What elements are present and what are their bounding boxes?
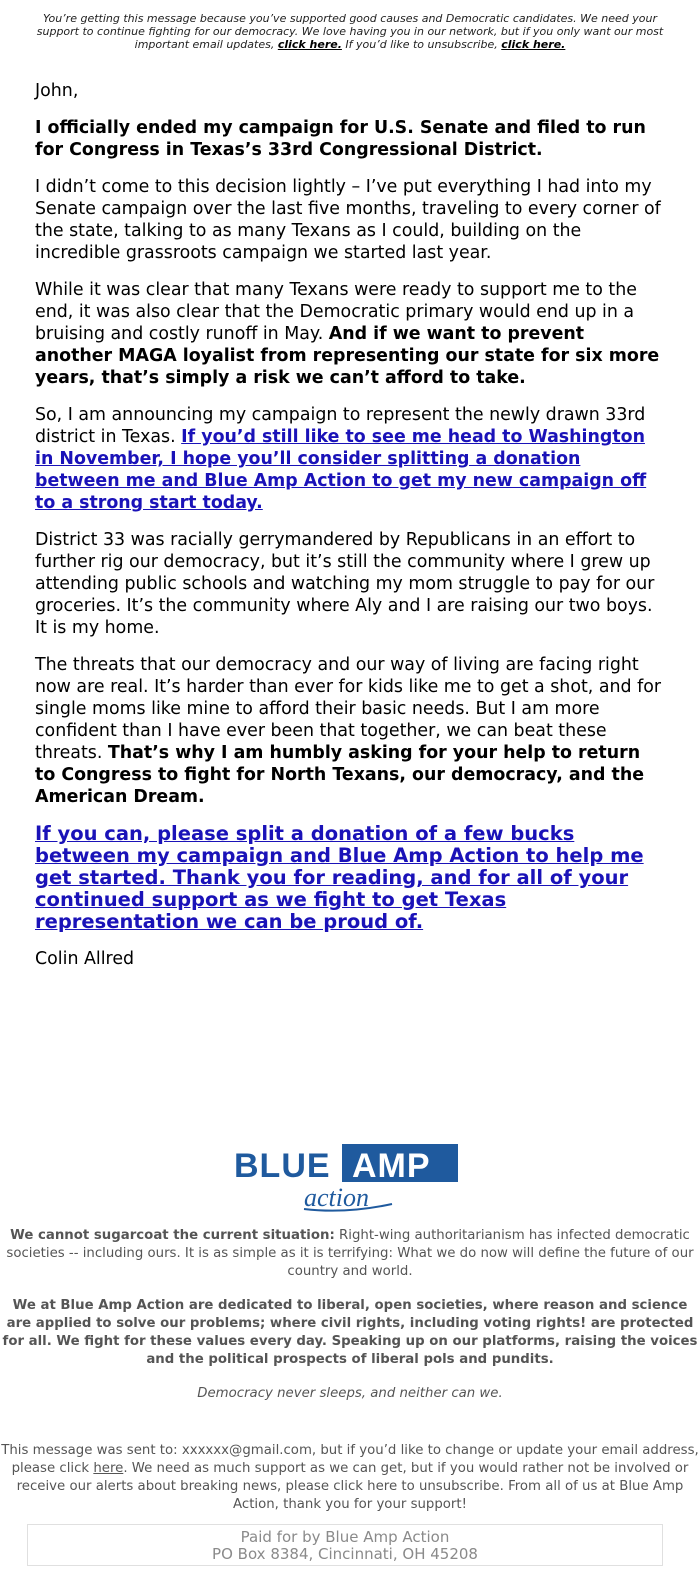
preheader-unsubscribe-text: If you’d like to unsubscribe, <box>341 38 498 51</box>
footer-situation-text: Right-wing authoritarianism has infected democratic societies -- including ours. It is as simple as it is terrifying: What we do now will define the future of our country and world. <box>6 1228 694 1279</box>
donation-ask <box>35 823 665 933</box>
headline <box>35 117 665 161</box>
footer-situation-bold: We cannot sugarcoat the current situation: <box>10 1228 335 1243</box>
paragraph-5-text: The threats that our democracy and our way of living are facing right now are real. It’s harder than ever for kids like me to get a shot, and for single moms like mine to afford their basic needs. But I am more confident than I have ever been that together, we can beat these threats. <box>35 655 661 763</box>
paragraph-2 <box>35 279 665 389</box>
footer-mission: We at Blue Amp Action are dedicated to liberal, open societies, where reason and science are applied to solve our problems; where civil rights, including voting rights! are protected for all. We fight for these values every day. Speaking up on our platforms, raising the voices and the political prospects of liberal pols and pundits. <box>2 1298 698 1367</box>
paragraph-4: District 33 was racially gerrymandered by Republicans in an effort to further rig our democracy, but it’s still the community where I grew up attending public schools and watching my mom struggle to pay for our groceries. It’s the community where Aly and I are raising our two boys. It is my home. <box>35 530 655 638</box>
paragraph-2-text: While it was clear that many Texans were ready to support me to the end, it was also clear that the Democratic primary would end up in a bruising and costly runoff in May. <box>35 280 637 344</box>
footer-legal <box>0 1442 700 1514</box>
paragraph-3-text: So, I am announcing my campaign to represent the newly drawn 33rd district in Texas. <box>35 405 646 447</box>
paid-for-box <box>27 1524 663 1566</box>
headline-text: I officially ended my campaign for U.S. Senate and filed to run for Congress in Texas’s 33rd Congressional District. <box>35 118 646 160</box>
letter-body <box>35 80 665 985</box>
paragraph-5-bold: That’s why I am humbly asking for your help to return to Congress to fight for North Texans, our democracy, and the American Dream. <box>35 743 645 807</box>
paragraph-3 <box>35 404 665 514</box>
update-email-link[interactable]: here <box>93 1461 124 1476</box>
donation-link-2[interactable]: If you can, please split a donation of a few bucks between my campaign and Blue Amp Action to help me get started. Thank you for reading, and for all of your continued support as we fight to get Texas representation we can be proud of. <box>35 822 644 933</box>
email-preferences-link[interactable]: click here. <box>277 38 342 51</box>
paid-for-line: Paid for by Blue Amp Action <box>240 1528 450 1546</box>
preheader-text: You’re getting this message because you’ve supported good causes and Democratic candidates. We need your support to continue fighting for our democracy. We love having you in our network, but if you only want our most important email updates, <box>36 12 664 51</box>
signature: Colin Allred <box>35 949 135 969</box>
blue-amp-action-logo <box>234 1144 458 1216</box>
greeting: John, <box>35 81 79 101</box>
logo-word-blue: BLUE <box>234 1147 331 1185</box>
footer-tagline: Democracy never sleeps, and neither can we. <box>197 1386 503 1401</box>
footer-legal-text-1: This message was sent to: xxxxxx@gmail.com, but if you’d like to change or update your email address, please click <box>1 1443 699 1476</box>
paragraph-1: I didn’t come to this decision lightly – I’ve put everything I had into my Senate campaign over the last five months, traveling to every corner of the state, talking to as many Texans as I could, building on the incredible grassroots campaign we started last year. <box>35 177 661 263</box>
paragraph-5 <box>35 654 665 808</box>
donation-link-1[interactable]: If you’d still like to see me head to Washington in November, I hope you’ll consider splitting a donation between me and Blue Amp Action to get my new campaign off to a strong start today. <box>35 427 647 513</box>
footer-legal-text-2: . We need as much support as we can get, but if you would rather not be involved or receive our alerts about breaking news, please click here to unsubscribe. From all of us at Blue Amp Action, thank you for your support! <box>16 1461 689 1512</box>
mailing-address: PO Box 8384, Cincinnati, OH 45208 <box>212 1545 478 1563</box>
preheader <box>30 12 670 51</box>
unsubscribe-link[interactable]: click here. <box>501 38 566 51</box>
logo-word-action: action <box>304 1183 369 1212</box>
paragraph-2-bold: And if we want to prevent another MAGA loyalist from representing our state for six more years, that’s simply a risk we can’t afford to take. <box>35 324 660 388</box>
logo-word-amp: AMP <box>352 1147 431 1185</box>
footer-situation <box>0 1227 700 1281</box>
